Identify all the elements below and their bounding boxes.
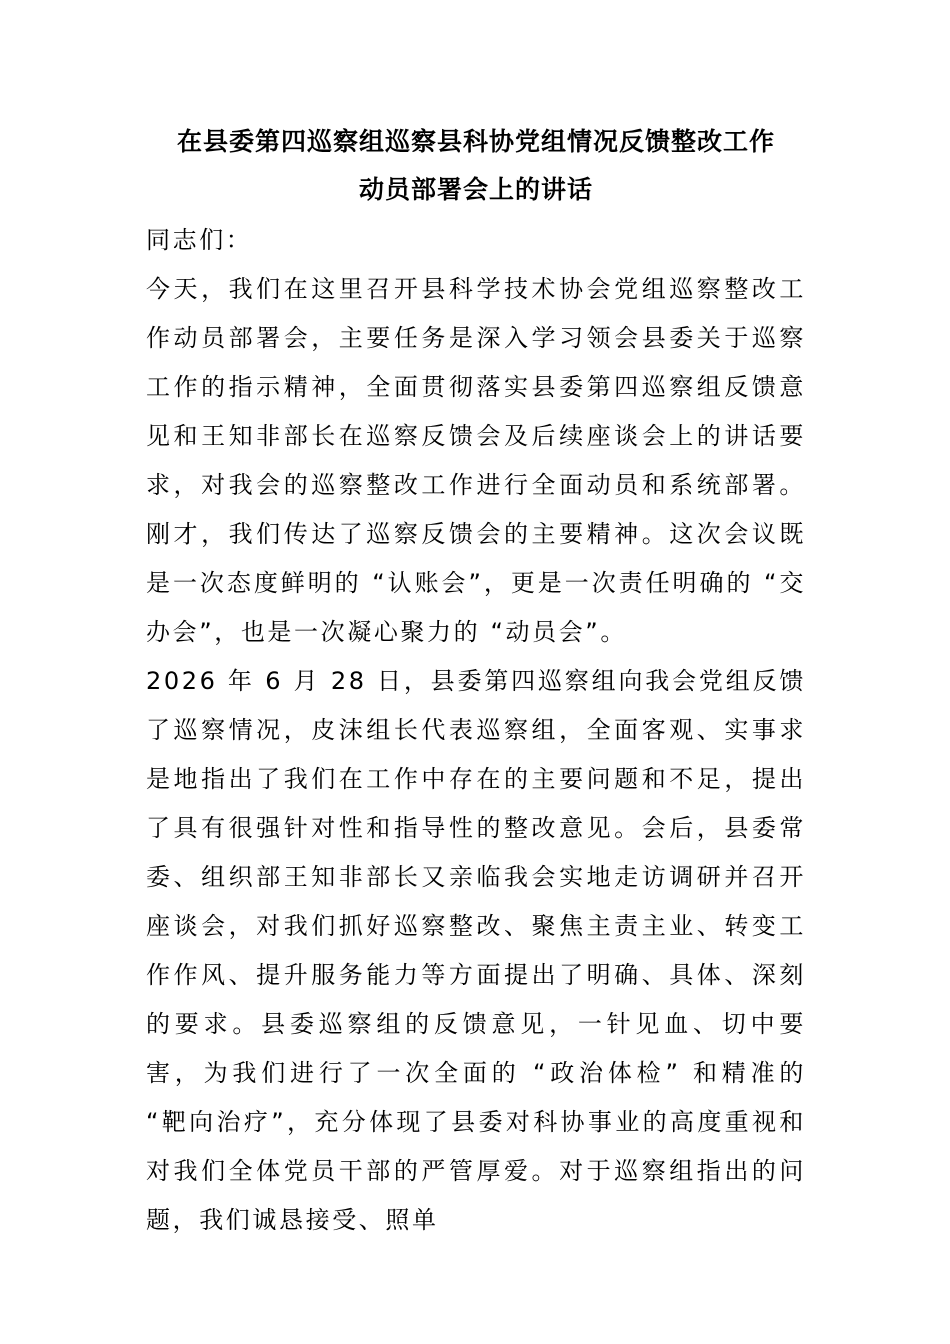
document-title xyxy=(146,118,806,214)
salutation: 同志们： xyxy=(146,226,253,254)
paragraph-2: 2026 年 6 月 28 日，县委第四巡察组向我会党组反馈了巡察情况，皮沫组长代表巡察组，全面客观、实事求是地指出了我们在工作中存在的主要问题和不足，提出了具有很强针对性和指导性的整改意见。会后，县委常委、组织部王知非部长又亲临我会实地走访调研并召开座谈会，对我们抓好巡察整改、聚焦主责主业、转变工作作风、提升服务能力等方面提出了明确、具体、深刻的要求。县委巡察组的反馈意见，一针见血、切中要害，为我们进行了一次全面的 “政治体检” 和精准的 “靶向治疗”，充分体现了县委对科协事业的高度重视和对我们全体党员干部的严管厚爱。对于巡察组指出的问题，我们诚恳接受、照单 xyxy=(146,667,806,1234)
title-line-2: 动员部署会上的讲话 xyxy=(358,175,593,204)
title-line-1: 在县委第四巡察组巡察县科协党组情况反馈整改工作 xyxy=(176,127,775,156)
document-body xyxy=(146,216,806,1245)
paragraph-1: 今天，我们在这里召开县科学技术协会党组巡察整改工作动员部署会，主要任务是深入学习领会县委关于巡察工作的指示精神，全面贯彻落实县委第四巡察组反馈意见和王知非部长在巡察反馈会及后续座谈会上的讲话要求，对我会的巡察整改工作进行全面动员和系统部署。刚才，我们传达了巡察反馈会的主要精神。这次会议既是一次态度鲜明的 “认账会”，更是一次责任明确的 “交办会”，也是一次凝心聚力的 “动员会”。 xyxy=(146,275,806,646)
document-page xyxy=(146,118,806,1245)
